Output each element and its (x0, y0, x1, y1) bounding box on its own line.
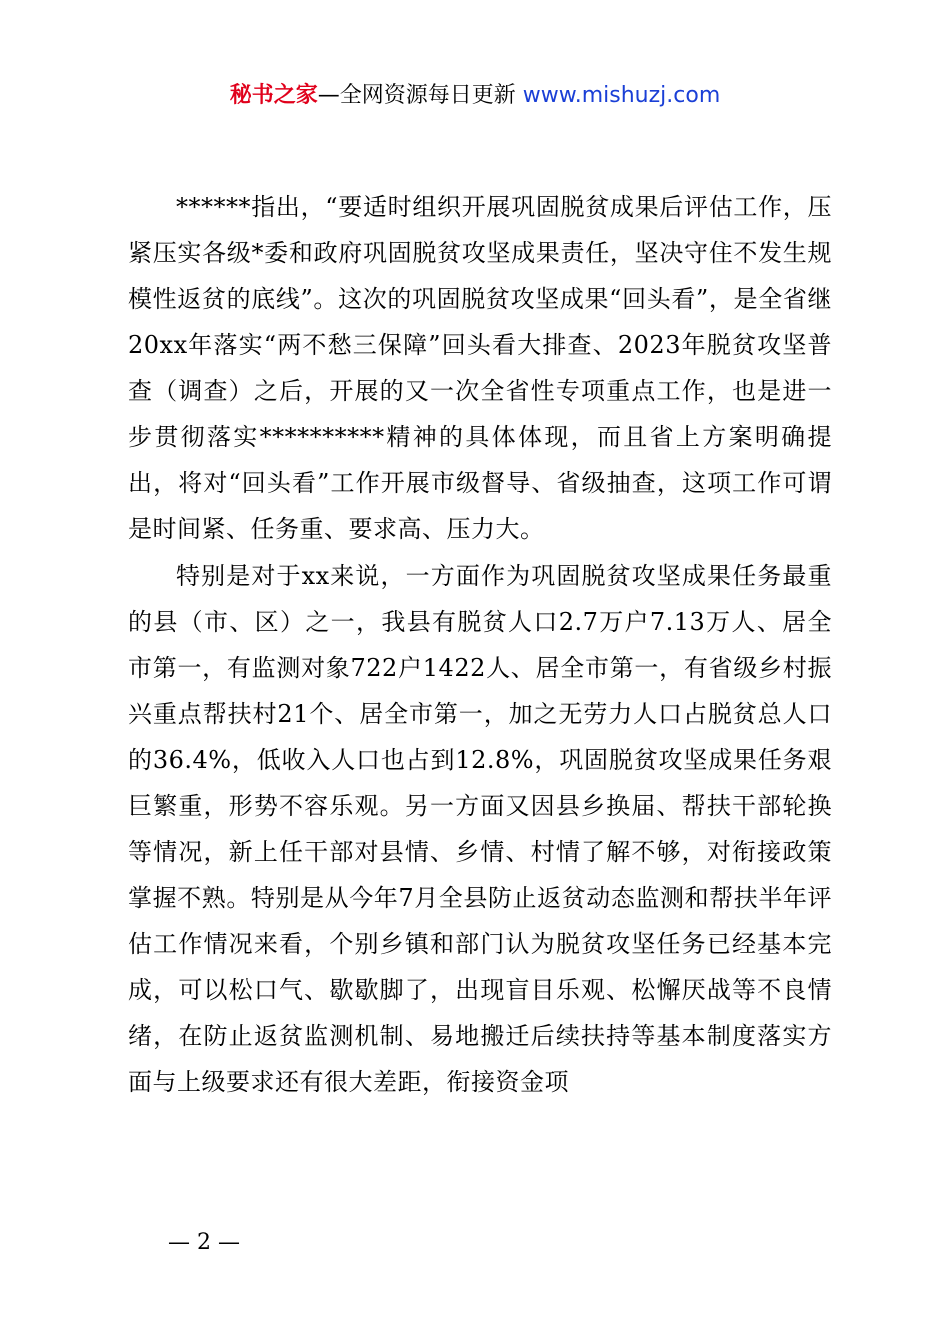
document-body (128, 184, 832, 1106)
paragraph-2: 特别是对于xx来说，一方面作为巩固脱贫攻坚成果任务最重的县（市、区）之一，我县有脱贫人口2.7万户7.13万人、居全市第一，有监测对象722户1422人、居全市第一，有省级乡村振兴重点帮扶村21个、居全市第一，加之无劳力人口占脱贫总人口的36.4%，低收入人口也占到12.8%，巩固脱贫攻坚成果任务艰巨繁重，形势不容乐观。另一方面又因县乡换届、帮扶干部轮换等情况，新上任干部对县情、乡情、村情了解不够，对衔接政策掌握不熟。特别是从今年7月全县防止返贫动态监测和帮扶半年评估工作情况来看，个别乡镇和部门认为脱贫攻坚任务已经基本完成，可以松口气、歇歇脚了，出现盲目乐观、松懈厌战等不良情绪，在防止返贫监测机制、易地搬迁后续扶持等基本制度落实方面与上级要求还有很大差距，衔接资金项 (128, 562, 832, 1096)
site-tagline: —全网资源每日更新 (317, 83, 523, 108)
page-number: — 2 — (168, 1230, 240, 1255)
paragraph-1: ******指出，“要适时组织开展巩固脱贫成果后评估工作，压紧压实各级*委和政府巩固脱贫攻坚成果责任，坚决守住不发生规模性返贫的底线”。这次的巩固脱贫攻坚成果“回头看”，是全省继20xx年落实“两不愁三保障”回头看大排查、2023年脱贫攻坚普查（调查）之后，开展的又一次全省性专项重点工作，也是进一步贯彻落实**********精神的具体体现，而且省上方案明确提出，将对“回头看”工作开展市级督导、省级抽查，这项工作可谓是时间紧、任务重、要求高、压力大。 (128, 193, 832, 543)
site-url[interactable]: www.mishuzj.com (522, 83, 721, 108)
site-brand: 秘书之家 (229, 83, 318, 108)
site-header (0, 80, 950, 112)
